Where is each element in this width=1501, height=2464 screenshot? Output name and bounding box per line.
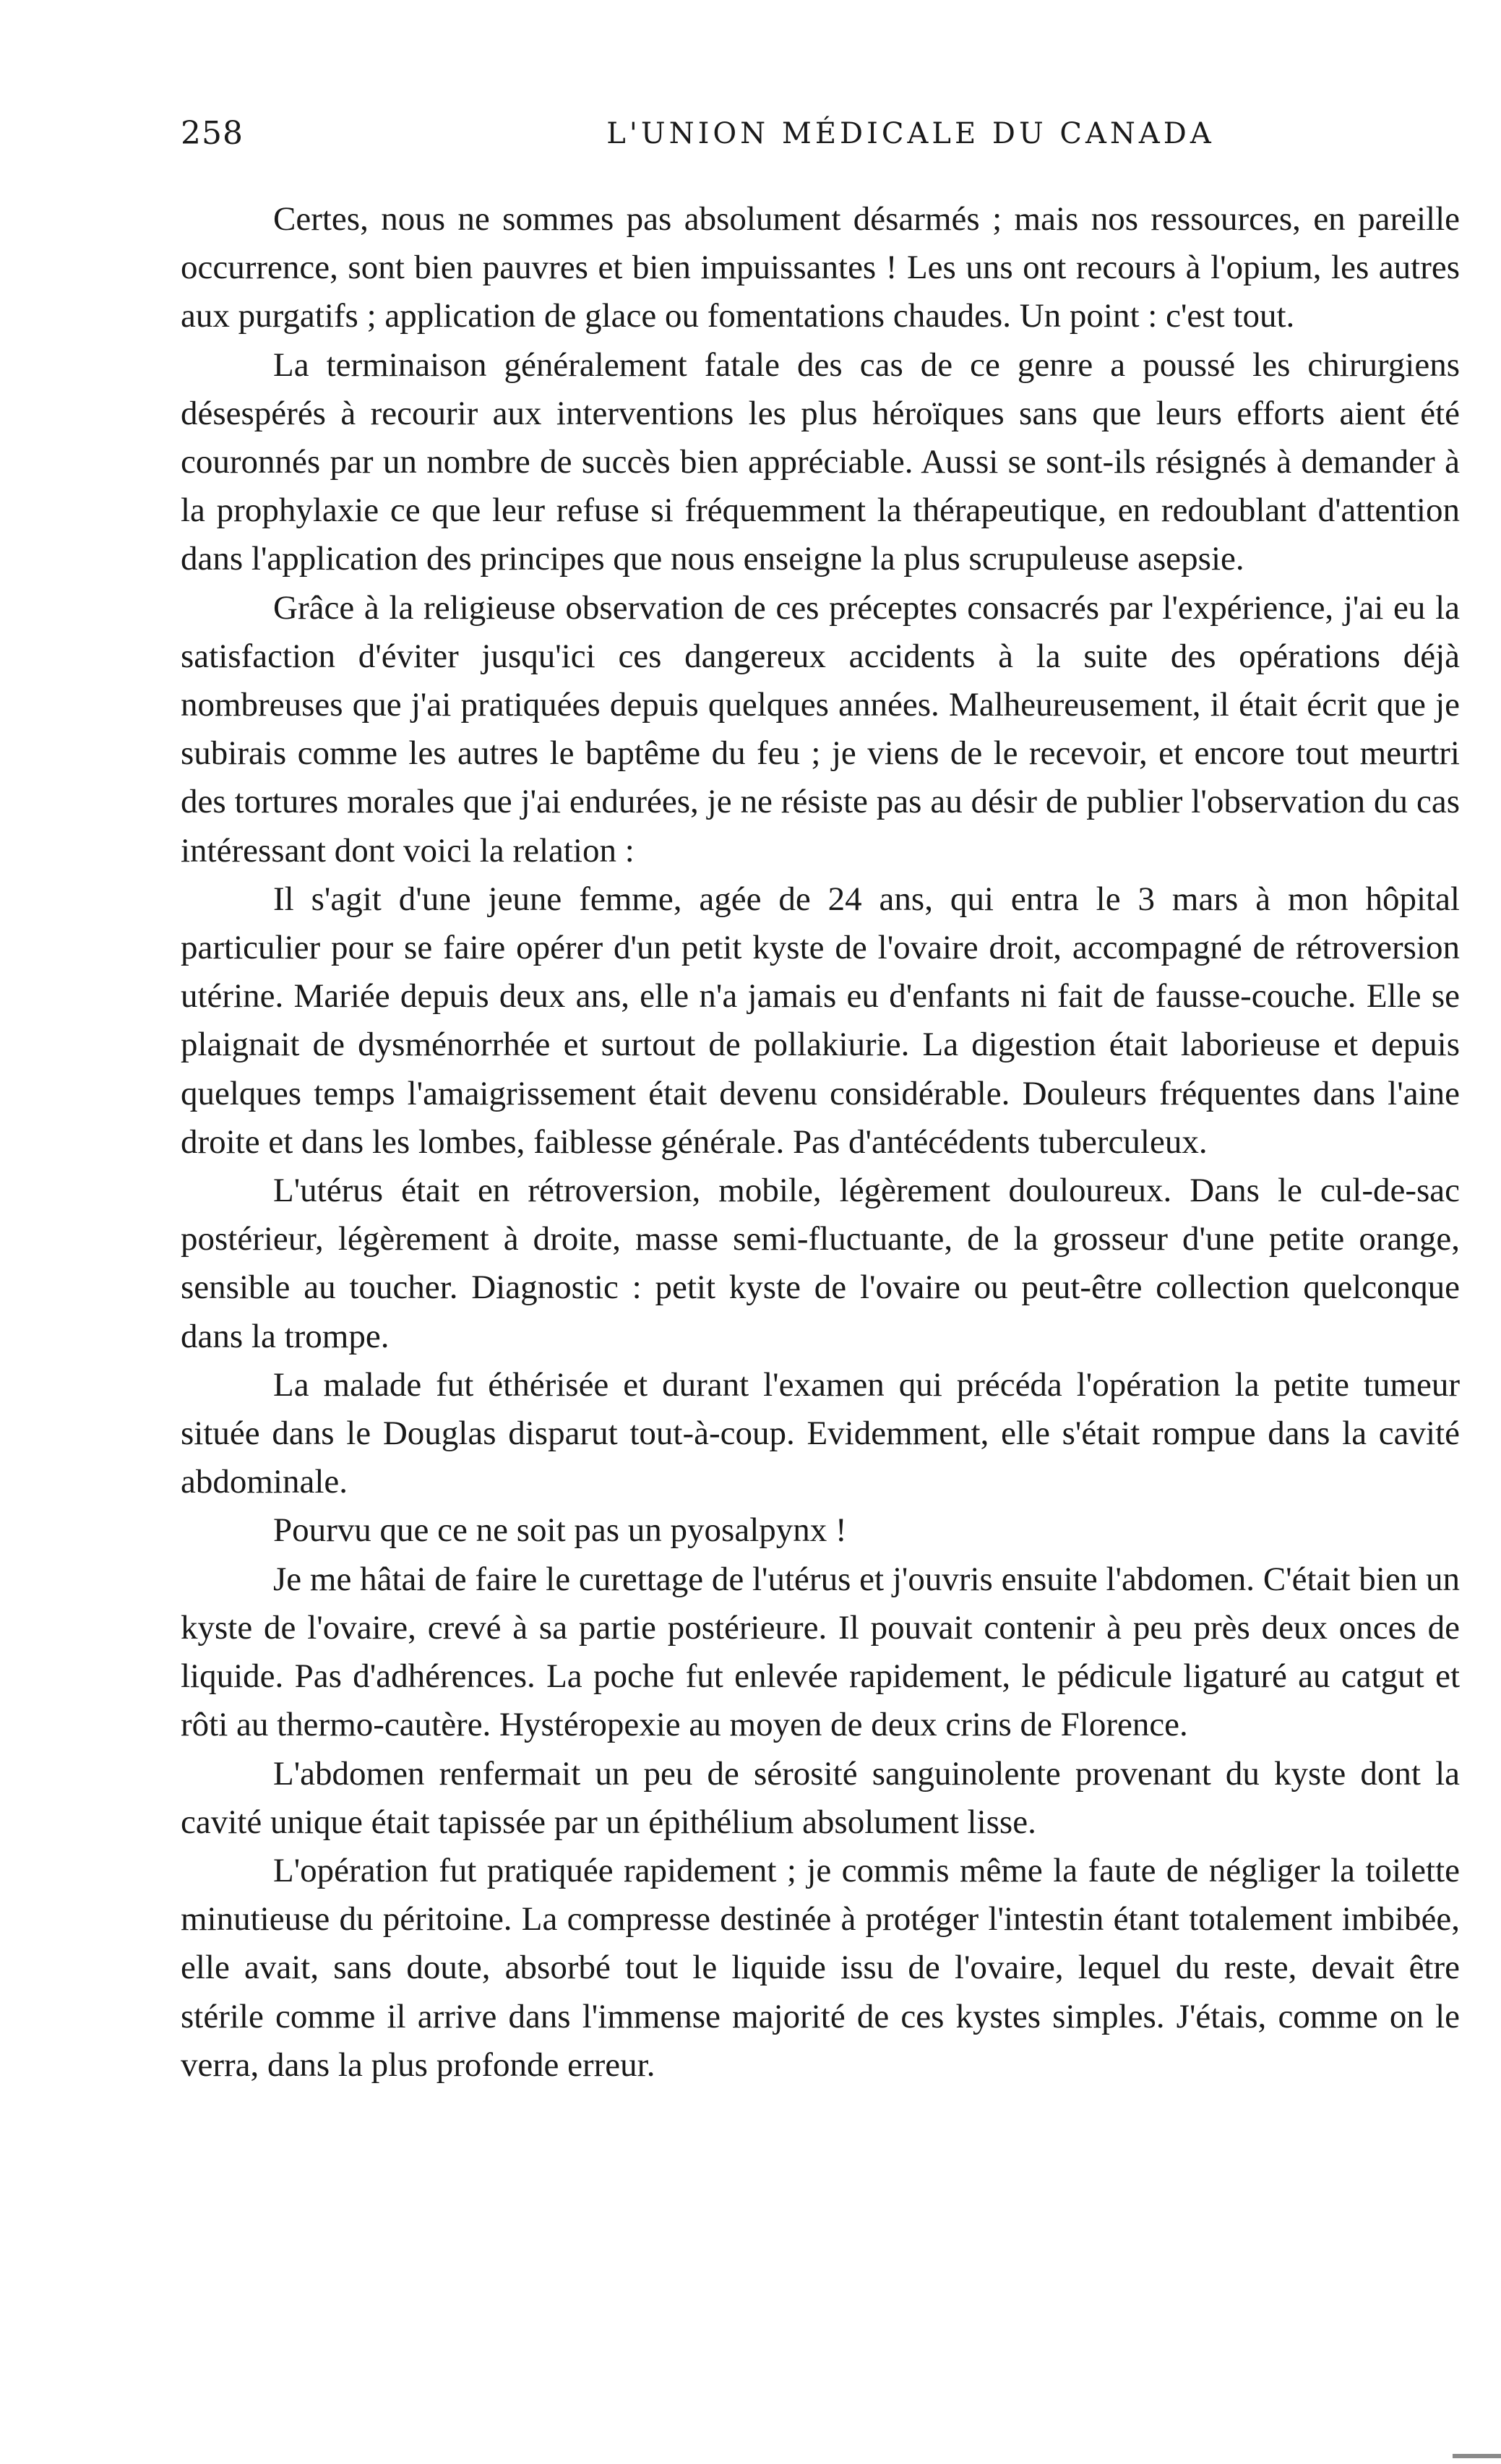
paragraph-patient-history: Il s'agit d'une jeune femme, agée de 24 ans, qui entra le 3 mars à mon hôpital particulier pour se faire opérer d'un petit kyste de l'ovaire droit, accompagné de rétroversion utérine. Mariée depuis deux ans, elle n'a jamais eu d'enfants ni fait de fausse-couche. Elle se plaignait de dysménorrhée et surtout de pollakiurie. La digestion était laborieuse et depuis quelques temps l'amaigrissement était devenu considérable. Douleurs fréquentes dans l'aine droite et dans les lombes, faiblesse générale. Pas d'antécédents tuberculeux. <box>181 880 1460 1161</box>
page-number: 258 <box>181 115 244 152</box>
paragraph-operation: Je me hâtai de faire le curettage de l'utérus et j'ouvris ensuite l'abdomen. C'était bien un kyste de l'ovaire, crevé à sa partie postérieure. Il pouvait contenir à peu près deux onces de liquide. Pas d'adhérences. La poche fut enlevée rapidement, le pédicule ligaturé au catgut et rôti au thermo-cautère. Hystéropexie au moyen de deux crins de Florence. <box>181 1560 1460 1744</box>
paragraph-anesthesia: La malade fut éthérisée et durant l'examen qui précéda l'opération la petite tumeur située dans le Douglas disparut tout-à-coup. Evidemment, elle s'était rompue dans la cavité abdominale. <box>181 1365 1460 1501</box>
paragraph-prophylaxis: La terminaison généralement fatale des cas de ce genre a poussé les chirurgiens désespérés à recourir aux interventions les plus héroïques sans que leurs efforts aient été couronnés par un nombre de succès bien appréciable. Aussi se sont-ils résignés à demander à la prophylaxie ce que leur refuse si fréquemment la thérapeutique, en redoublant d'attention dans l'application des principes que nous enseigne la plus scrupuleuse asepsie. <box>181 345 1460 578</box>
paragraph-abdomen: L'abdomen renfermait un peu de sérosité sanguinolente provenant du kyste dont la cavité unique était tapissée par un épithélium absolument lisse. <box>181 1754 1460 1841</box>
paragraph-resources: Certes, nous ne sommes pas absolument désarmés ; mais nos ressources, en pareille occurrence, sont bien pauvres et bien impuissantes ! Les uns ont recours à l'opium, les autres aux purgatifs ; application de glace ou fomentations chaudes. Un point : c'est tout. <box>181 200 1460 335</box>
article-body <box>181 195 1460 2090</box>
running-title: L'UNION MÉDICALE DU CANADA <box>606 117 1215 150</box>
paragraph-examination: L'utérus était en rétroversion, mobile, légèrement douloureux. Dans le cul-de-sac postérieur, légèrement à droite, masse semi-fluctuante, de la grosseur d'une petite orange, sensible au toucher. Diagnostic : petit kyste de l'ovaire ou peut-être collection quelconque dans la trompe. <box>181 1172 1460 1355</box>
paragraph-error: L'opération fut pratiquée rapidement ; je commis même la faute de négliger la toilette minutieuse du péritoine. La compresse destinée à protéger l'intestin étant totalement imbibée, elle avait, sans doute, absorbé tout le liquide issu de l'ovaire, lequel du reste, devait être stérile comme il arrive dans l'immense majorité de ces kystes simples. J'étais, comme on le verra, dans la plus profonde erreur. <box>181 1851 1460 2084</box>
page-header <box>181 108 1460 159</box>
scan-smudge <box>1453 2454 1501 2458</box>
paragraph-experience: Grâce à la religieuse observation de ces préceptes consacrés par l'expérience, j'ai eu la satisfaction d'éviter jusqu'ici ces dangereux accidents à la suite des opérations déjà nombreuses que j'ai pratiquées depuis quelques années. Malheureusement, il était écrit que je subirais comme les autres le baptême du feu ; je viens de le recevoir, et encore tout meurtri des tortures morales que j'ai endurées, je ne résiste pas au désir de publier l'observation du cas intéressant dont voici la relation : <box>181 588 1460 870</box>
paragraph-exclamation: Pourvu que ce ne soit pas un pyosalpynx ! <box>273 1511 847 1550</box>
